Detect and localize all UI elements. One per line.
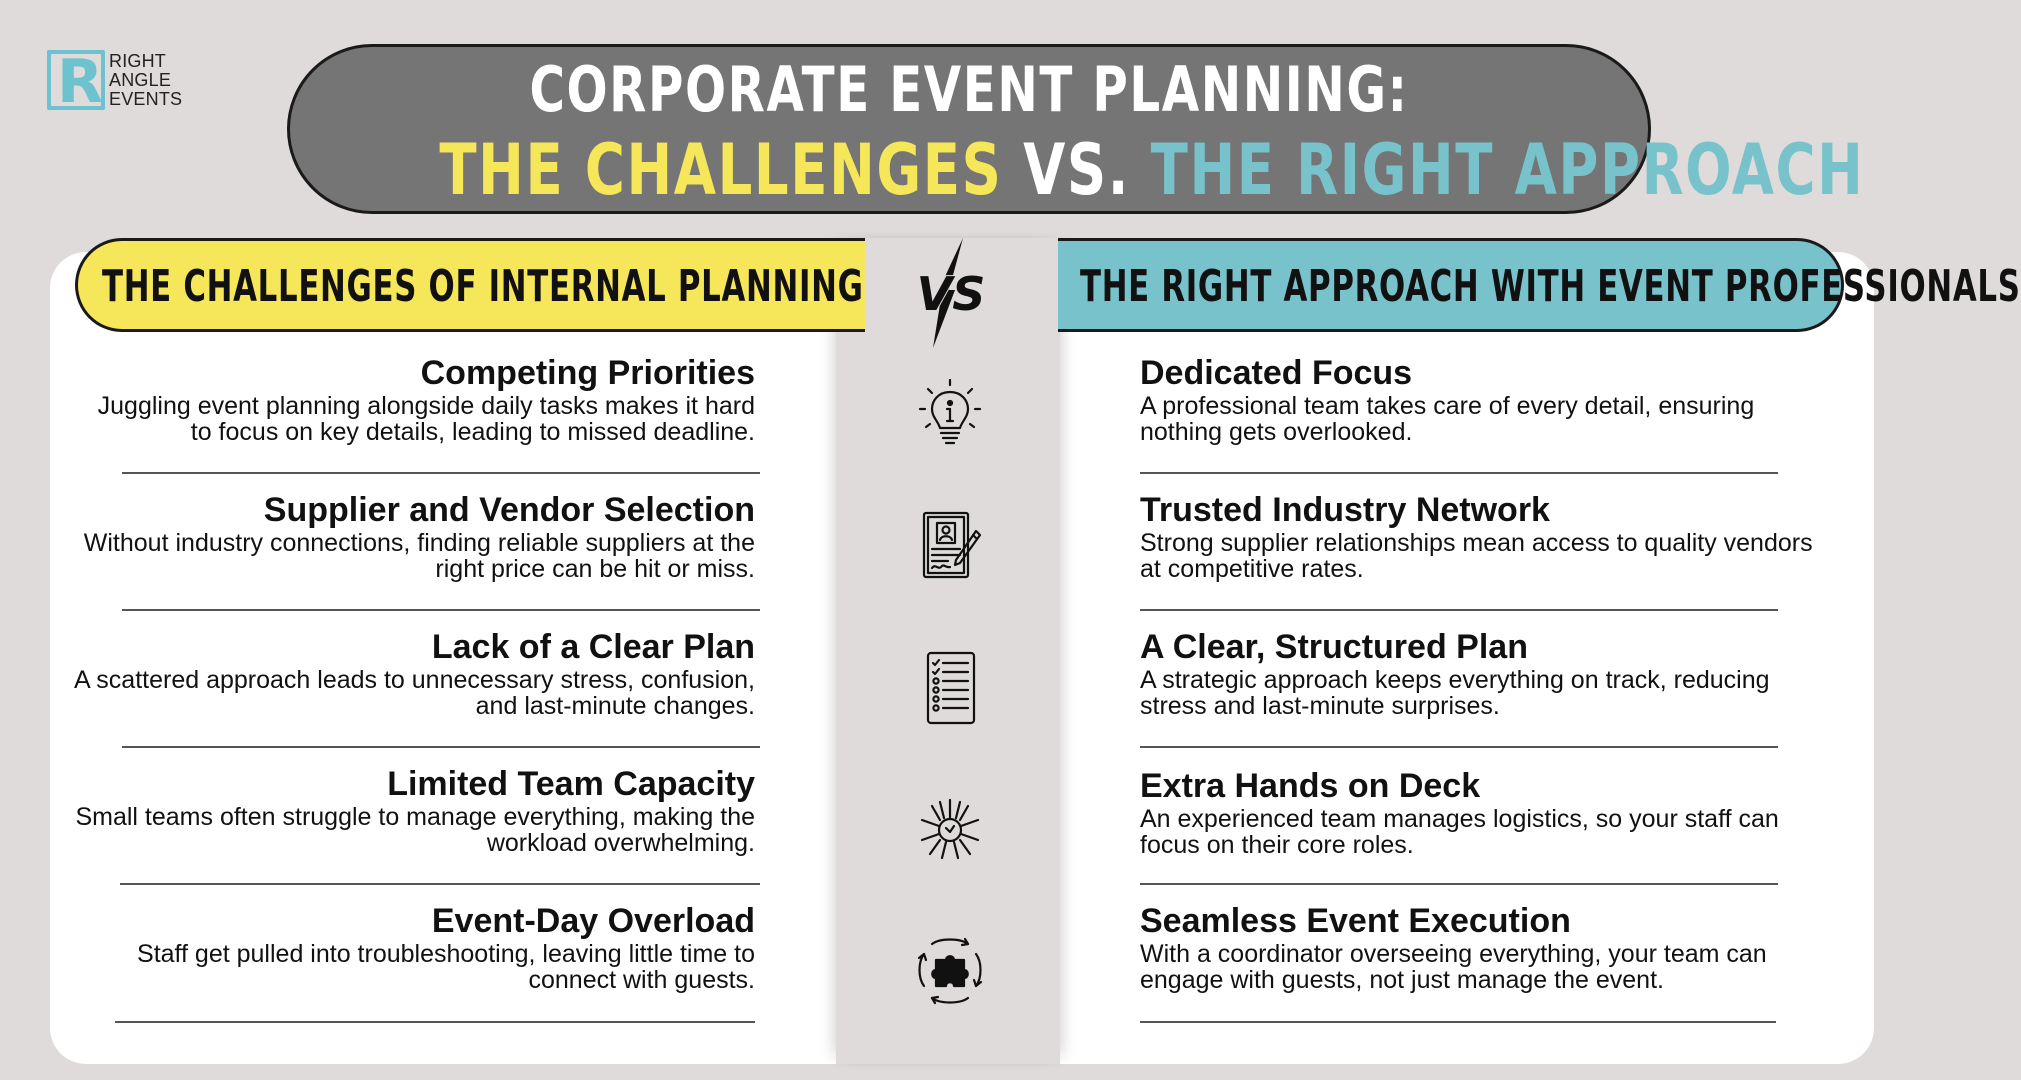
title-banner bbox=[287, 44, 1865, 214]
logo-wordmark bbox=[109, 52, 182, 109]
divider bbox=[1140, 1021, 1776, 1023]
challenge-desc: Without industry connections, finding reliable suppliers at the right price can be hit or miss. bbox=[83, 529, 755, 583]
approach-item-1 bbox=[1140, 354, 1840, 445]
approach-title: Dedicated Focus bbox=[1140, 354, 1413, 392]
challenge-desc: Small teams often struggle to manage everything, making the workload overwhelming. bbox=[75, 803, 755, 857]
challenge-title: Lack of a Clear Plan bbox=[431, 628, 755, 666]
challenge-title: Competing Priorities bbox=[420, 354, 755, 392]
divider bbox=[1140, 472, 1778, 474]
logo-line-1: RIGHT bbox=[109, 51, 166, 71]
challenge-item-2 bbox=[70, 491, 755, 582]
divider bbox=[120, 883, 760, 885]
challenge-item-4 bbox=[70, 765, 755, 856]
approach-title: A Clear, Structured Plan bbox=[1140, 628, 1528, 666]
challenge-title: Limited Team Capacity bbox=[387, 765, 755, 803]
approach-item-3 bbox=[1140, 628, 1840, 719]
team-hands-icon bbox=[910, 790, 990, 870]
approach-desc: Strong supplier relationships mean access to quality vendors at competitive rates. bbox=[1140, 529, 1813, 583]
challenges-header bbox=[75, 238, 865, 332]
divider bbox=[122, 472, 760, 474]
challenge-desc: A scattered approach leads to unnecessary stress, confusion, and last-minute changes. bbox=[74, 666, 755, 720]
versus-label: VS bbox=[916, 267, 986, 321]
approach-desc: An experienced team manages logistics, so your staff can focus on their core roles. bbox=[1140, 805, 1779, 859]
challenge-desc: Juggling event planning alongside daily tasks makes it hard to focus on key details, leading to missed deadline. bbox=[97, 392, 755, 446]
page-subtitle bbox=[439, 129, 1865, 211]
versus-icon bbox=[905, 236, 995, 350]
subtitle-vs: VS. bbox=[1002, 129, 1151, 211]
approach-desc: A strategic approach keeps everything on track, reducing stress and last-minute surprises. bbox=[1140, 666, 1770, 720]
logo-letter: R bbox=[57, 47, 104, 117]
subtitle-approach: THE RIGHT APPROACH bbox=[1150, 129, 1865, 211]
subtitle-challenges: THE CHALLENGES bbox=[439, 129, 1003, 211]
approach-header-label: THE RIGHT APPROACH WITH EVENT PROFESSIONALS bbox=[1080, 261, 2021, 312]
divider bbox=[1140, 609, 1778, 611]
challenge-item-1 bbox=[70, 354, 755, 445]
challenge-item-3 bbox=[70, 628, 755, 719]
approach-header bbox=[1058, 238, 2021, 332]
approach-item-2 bbox=[1140, 491, 1840, 582]
puzzle-cycle-icon bbox=[910, 930, 990, 1010]
divider bbox=[122, 609, 760, 611]
approach-title: Trusted Industry Network bbox=[1140, 491, 1550, 529]
approach-item-5 bbox=[1140, 902, 1840, 993]
approach-desc: With a coordinator overseeing everything, your team can engage with guests, not just manage the event. bbox=[1140, 940, 1767, 994]
approach-item-4 bbox=[1140, 767, 1840, 858]
challenges-header-label: THE CHALLENGES OF INTERNAL PLANNING bbox=[102, 261, 864, 312]
divider bbox=[1140, 746, 1778, 748]
divider bbox=[122, 746, 760, 748]
challenge-desc: Staff get pulled into troubleshooting, leaving little time to connect with guests. bbox=[137, 940, 755, 994]
challenge-title: Supplier and Vendor Selection bbox=[263, 491, 755, 529]
approach-title: Extra Hands on Deck bbox=[1140, 767, 1481, 805]
page-title: CORPORATE EVENT PLANNING: bbox=[529, 53, 1409, 126]
lightbulb-info-icon bbox=[910, 372, 990, 452]
challenge-item-5 bbox=[70, 902, 755, 993]
divider bbox=[115, 1021, 755, 1023]
logo-mark bbox=[47, 47, 105, 117]
challenge-title: Event-Day Overload bbox=[431, 902, 755, 940]
approach-title: Seamless Event Execution bbox=[1140, 902, 1571, 940]
approach-desc: A professional team takes care of every detail, ensuring nothing gets overlooked. bbox=[1140, 392, 1755, 446]
logo-line-2: ANGLE bbox=[109, 70, 172, 90]
checklist-icon bbox=[910, 648, 990, 728]
divider bbox=[1140, 883, 1778, 885]
logo-line-3: EVENTS bbox=[109, 89, 183, 109]
contract-signing-icon bbox=[910, 505, 990, 585]
brand-logo bbox=[47, 47, 207, 117]
